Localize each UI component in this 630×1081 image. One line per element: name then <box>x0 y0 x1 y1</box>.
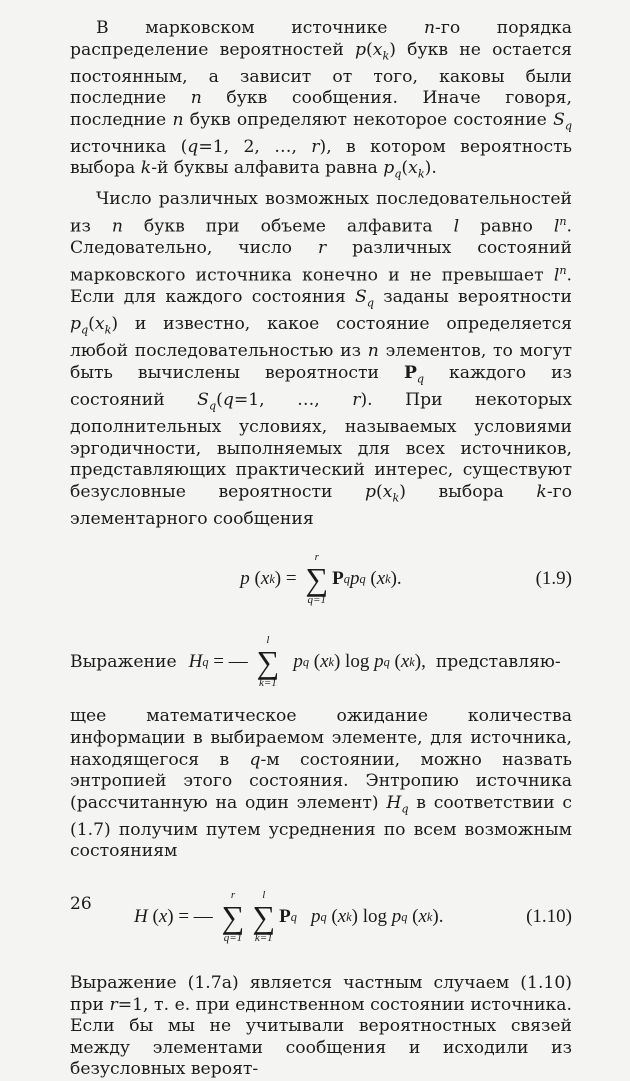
math-text: ( <box>308 651 321 673</box>
math-var: x <box>260 568 270 590</box>
math-var: S <box>553 109 565 130</box>
math-var: p <box>374 651 384 673</box>
summation-inner <box>252 890 275 944</box>
math-text: ) log <box>351 906 392 928</box>
text-run: -го элементарного сообщения <box>70 481 572 529</box>
math-var: S <box>197 390 209 410</box>
math-var-bold: P <box>332 568 344 590</box>
sum-upper-limit: r <box>230 889 236 902</box>
math-text: ), <box>414 651 426 673</box>
text-run: . Следовательно, число <box>70 216 573 259</box>
text-run: в соответствии с (1.7) получим путем усреднения по всем возможным состояниям <box>70 792 573 862</box>
math-sub: k <box>269 571 275 586</box>
math-var: H <box>386 792 402 813</box>
math-sup: n <box>559 263 567 277</box>
sum-lower-limit: k=1 <box>259 677 277 690</box>
text-run: ( <box>401 158 409 179</box>
math-var: l <box>553 265 560 286</box>
math-var: x <box>408 158 418 179</box>
math-var-bold: P <box>279 906 291 928</box>
math-var: p <box>310 906 321 928</box>
math-var: H <box>188 651 203 673</box>
math-var: p <box>355 39 367 60</box>
text-run: источника ( <box>70 136 188 157</box>
math-var: x <box>320 651 329 673</box>
text-run: -м состоянии, можно назвать энтропией этого состояния. Энтропию источника (рассчитанную на один элемент) <box>70 749 572 813</box>
math-var: x <box>382 481 393 502</box>
summation-outer <box>222 890 245 944</box>
sigma-symbol: ∑ <box>252 899 276 936</box>
sigma-symbol: ∑ <box>221 899 245 936</box>
math-sub: q <box>208 399 217 413</box>
math-var: x <box>418 906 427 928</box>
text-run: =1, 2, …, <box>198 136 312 157</box>
sum-upper-limit: l <box>262 889 266 902</box>
math-text: ( <box>407 906 419 928</box>
math-var: p <box>70 314 82 335</box>
inline-equation-entropy-state <box>70 622 572 702</box>
sum-lower-limit: q=1 <box>223 932 243 945</box>
math-var: r <box>109 994 118 1015</box>
text-run: ) и известно, какое состояние определяется любой последовательностью из <box>70 314 572 362</box>
text-run: ), в котором вероятность выбора <box>70 136 572 179</box>
math-text: ). <box>432 906 444 928</box>
math-sub: q <box>401 909 408 924</box>
text-run: =1, …, <box>233 390 353 410</box>
math-text: ( <box>326 906 338 928</box>
math-text: ( <box>389 651 401 673</box>
equation-body <box>70 536 572 622</box>
math-text: ) log <box>333 651 375 673</box>
math-var: x <box>400 651 410 673</box>
text-run: ). При некоторых дополнительных условиях, называемых условиями эргодичности, выполняемых для всех источников, представляющих практический интерес, существуют безусловные вероятности <box>70 390 572 502</box>
text-run: ). <box>424 158 437 179</box>
text-run: Число различных возможных последовательностей из <box>70 189 572 237</box>
math-var: S <box>355 287 367 308</box>
math-sub: q <box>202 654 209 669</box>
summation <box>257 635 280 689</box>
text-run: ( <box>366 39 373 60</box>
page-number: 26 <box>70 894 92 914</box>
equation-1-10 <box>70 871 572 963</box>
math-sub: k <box>392 491 400 505</box>
math-var: H <box>134 906 148 928</box>
math-text: ( <box>147 906 159 928</box>
math-sub: q <box>81 323 89 337</box>
text-run: -й буквы алфавита равна <box>151 158 384 179</box>
sigma-symbol: ∑ <box>305 561 329 598</box>
math-var: k <box>140 158 152 179</box>
equation-1-9 <box>70 536 572 622</box>
math-sub: k <box>328 654 334 669</box>
math-sub: q <box>383 654 390 669</box>
text-run: каждого из состояний <box>70 362 572 410</box>
math-var-bold: P <box>403 362 417 383</box>
paragraph-state-count <box>70 189 572 530</box>
math-text: ) = <box>274 568 302 590</box>
equation-number: (1.9) <box>535 568 572 590</box>
math-sup: n <box>559 215 567 229</box>
sum-upper-limit: l <box>266 634 270 647</box>
text-run: представляю- <box>435 652 561 673</box>
text-run: различных состояний марковского источника конечно и не превышает <box>70 238 572 286</box>
math-sub: q <box>366 296 374 310</box>
math-text: ) = — <box>167 906 218 928</box>
math-sub: q <box>359 571 366 586</box>
text-run: В марковском источнике <box>96 18 424 38</box>
text-run: . Если для каждого состояния <box>70 265 572 308</box>
math-sub: q <box>401 802 409 816</box>
text-run: букв при объеме алфавита <box>122 216 454 237</box>
math-var: q <box>249 749 261 770</box>
math-var: r <box>311 136 320 157</box>
summation <box>305 552 328 606</box>
math-var: l <box>553 216 560 237</box>
text-run: ( <box>376 481 383 502</box>
text-run: ( <box>216 390 223 410</box>
sum-upper-limit: r <box>314 551 319 564</box>
text-run: букв определяют некоторое состояние <box>183 109 554 130</box>
equation-number: (1.10) <box>526 906 572 928</box>
text-run: ( <box>88 314 95 335</box>
math-text: ). <box>390 568 402 590</box>
math-sub: k <box>346 909 352 924</box>
text-run: заданы вероятности <box>373 287 572 308</box>
text-run: элементов, то могут быть вычислены вероятности <box>70 341 572 383</box>
math-var: l <box>453 216 460 237</box>
equation-body <box>70 871 572 963</box>
math-var: x <box>372 39 383 60</box>
math-var: n <box>367 341 379 362</box>
math-var: q <box>222 390 234 410</box>
sum-lower-limit: q=1 <box>307 594 326 607</box>
math-var: n <box>190 88 202 109</box>
text-run: Выражение (1.7а) является частным случаем (1.10) при <box>70 973 572 1015</box>
math-var: n <box>172 109 184 130</box>
math-var: x <box>94 314 105 335</box>
text-run: равно <box>459 216 554 237</box>
math-sub: k <box>426 909 433 924</box>
math-sub: q <box>302 654 309 669</box>
math-sub: k <box>417 167 425 181</box>
math-sub: q <box>394 167 402 181</box>
text-run: ) букв не остается постоянным, а зависит от того, каковы были последние <box>70 39 572 109</box>
math-var: x <box>376 568 386 590</box>
math-var: k <box>536 481 547 502</box>
math-var: p <box>383 158 395 179</box>
math-sub: q <box>320 909 327 924</box>
math-var: p <box>391 906 402 928</box>
text-run: букв сообщения. Иначе говоря, последние <box>70 88 572 130</box>
math-sub: q <box>290 909 297 924</box>
math-text: ( <box>365 568 377 590</box>
math-sub: k <box>409 654 415 669</box>
sum-lower-limit: k=1 <box>254 932 273 945</box>
math-text: = — <box>208 651 253 673</box>
math-var: x <box>337 906 347 928</box>
text-run: Выражение <box>70 652 177 673</box>
math-var: r <box>352 390 361 410</box>
paragraph-source-entropy <box>70 706 572 863</box>
math-sub: q <box>343 571 350 586</box>
math-sub: k <box>382 49 390 63</box>
text-run: -го порядка распределение вероятностей <box>70 18 572 60</box>
math-sub: k <box>104 323 112 337</box>
math-var: n <box>111 216 123 237</box>
math-sub: k <box>385 571 391 586</box>
paragraph-special-case <box>70 973 572 1081</box>
text-run: =1, т. е. при единственном состоянии источника. Если бы мы не учитывали вероятностных связей между элементами сообщения и исходили из безусловных вероят- <box>70 994 572 1080</box>
math-var: x <box>158 906 168 928</box>
math-var: p <box>240 568 250 590</box>
entropy-state-formula <box>189 635 426 689</box>
sigma-symbol: ∑ <box>256 644 280 681</box>
math-text: ( <box>249 568 261 590</box>
math-var: p <box>349 568 360 590</box>
text-run: ) выбора <box>399 481 537 502</box>
math-sub: q <box>564 119 572 133</box>
paragraph-markov-source <box>70 18 572 185</box>
text-run: щее математическое ожидание количества информации в выбираемом элементе, для источника, находящегося в <box>70 706 572 770</box>
math-var: n <box>423 18 436 38</box>
math-var: p <box>293 651 303 673</box>
math-sub: q <box>416 372 425 386</box>
math-var: p <box>365 481 377 502</box>
math-var: r <box>317 238 327 259</box>
math-var: q <box>187 136 199 157</box>
